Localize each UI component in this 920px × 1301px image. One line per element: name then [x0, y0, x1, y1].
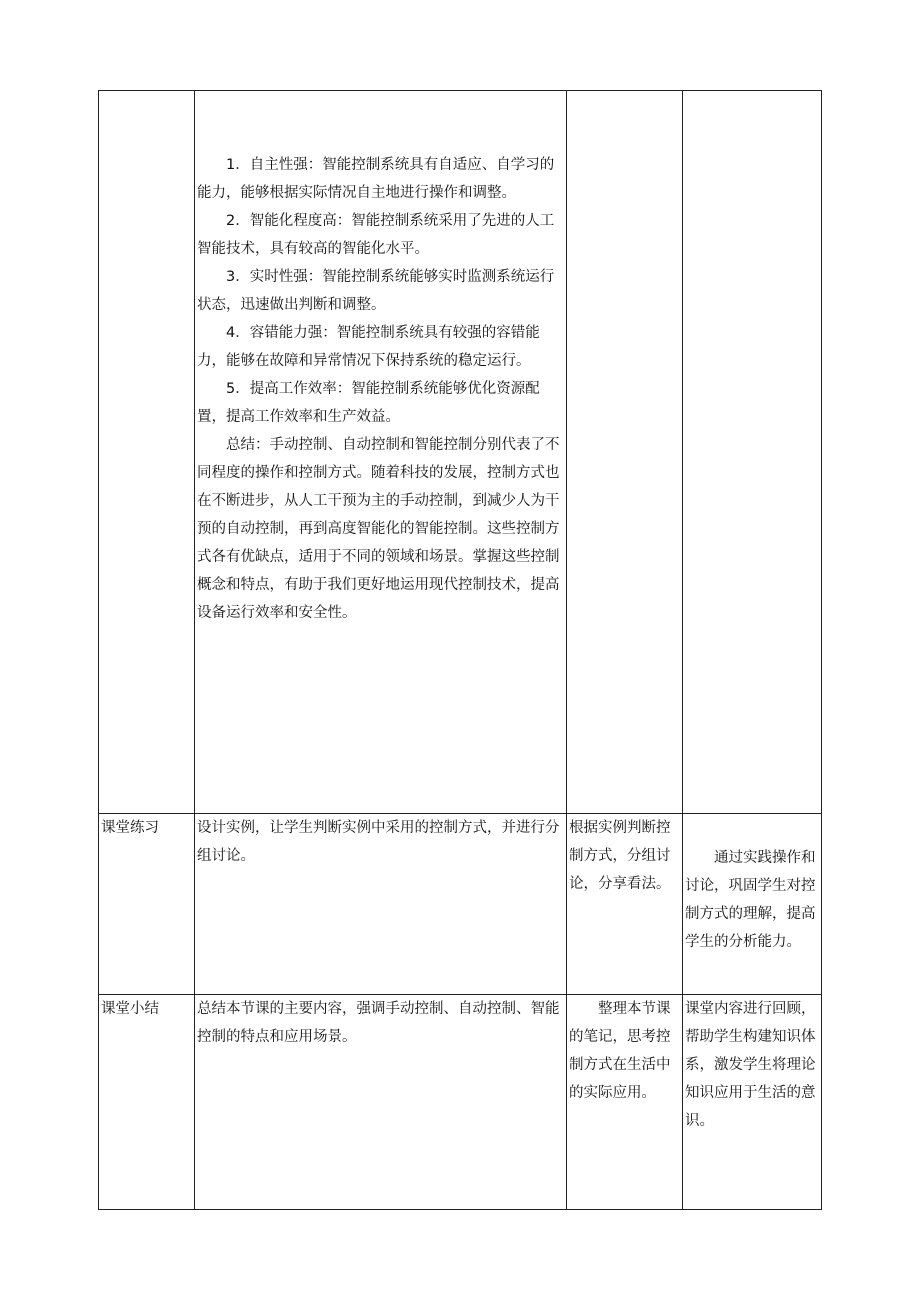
stage-label-cell: [99, 91, 195, 814]
stage-label-cell: [99, 814, 195, 995]
teacher-activity-cell: [195, 995, 567, 1210]
teacher-activity-cell: [195, 814, 567, 995]
summary-paragraph: 总结：手动控制、自动控制和智能控制分别代表了不同程度的操作和控制方式。随着科技的发展，控制方式也在不断进步，从人工干预为主的手动控制，到减少人为干预的自动控制，再到高度智能化的智能控制。这些控制方式各有优缺点，适用于不同的领域和场景。掌握这些控制概念和特点，有助于我们更好地运用现代控制技术，提高设备运行效率和安全性。: [197, 437, 560, 621]
stage-label-practice: 课堂练习: [101, 820, 159, 836]
design-intent-cell: [683, 995, 822, 1210]
student-activity-cell: [567, 995, 683, 1210]
design-intent-cell: [683, 814, 822, 995]
feature-item-2: 2．智能化程度高：智能控制系统采用了先进的人工智能技术，具有较高的智能化水平。: [197, 213, 555, 257]
feature-item-3: 3．实时性强：智能控制系统能够实时监测系统运行状态，迅速做出判断和调整。: [197, 269, 555, 313]
table-row-intelligent-control: [99, 91, 822, 814]
table-row-classroom-practice: [99, 814, 822, 995]
stage-label-cell: [99, 995, 195, 1210]
feature-item-4: 4．容错能力强：智能控制系统具有较强的容错能力，能够在故障和异常情况下保持系统的稳定运行。: [197, 325, 540, 369]
teacher-activity-cell: [195, 91, 567, 814]
design-intent-cell: [683, 91, 822, 814]
practice-intent-text: 通过实践操作和讨论，巩固学生对控制方式的理解，提高学生的分析能力。: [685, 850, 816, 950]
feature-item-5: 5．提高工作效率：智能控制系统能够优化资源配置，提高工作效率和生产效益。: [197, 381, 540, 425]
lesson-plan-table: [98, 90, 822, 1210]
feature-item-1: 1．自主性强：智能控制系统具有自适应、自学习的能力，能够根据实际情况自主地进行操作和调整。: [197, 157, 555, 201]
summary-student-text: 整理本节课的笔记，思考控制方式在生活中的实际应用。: [569, 1001, 671, 1101]
practice-student-text: 根据实例判断控制方式，分组讨论，分享看法。: [569, 820, 671, 892]
student-activity-cell: [567, 814, 683, 995]
stage-label-summary: 课堂小结: [101, 1001, 159, 1017]
summary-intent-text: 课堂内容进行回顾，帮助学生构建知识体系，激发学生将理论知识应用于生活的意识。: [685, 1001, 816, 1129]
student-activity-cell: [567, 91, 683, 814]
table-row-classroom-summary: [99, 995, 822, 1210]
summary-teacher-text: 总结本节课的主要内容，强调手动控制、自动控制、智能控制的特点和应用场景。: [197, 1001, 560, 1045]
practice-teacher-text: 设计实例，让学生判断实例中采用的控制方式，并进行分组讨论。: [197, 820, 560, 864]
